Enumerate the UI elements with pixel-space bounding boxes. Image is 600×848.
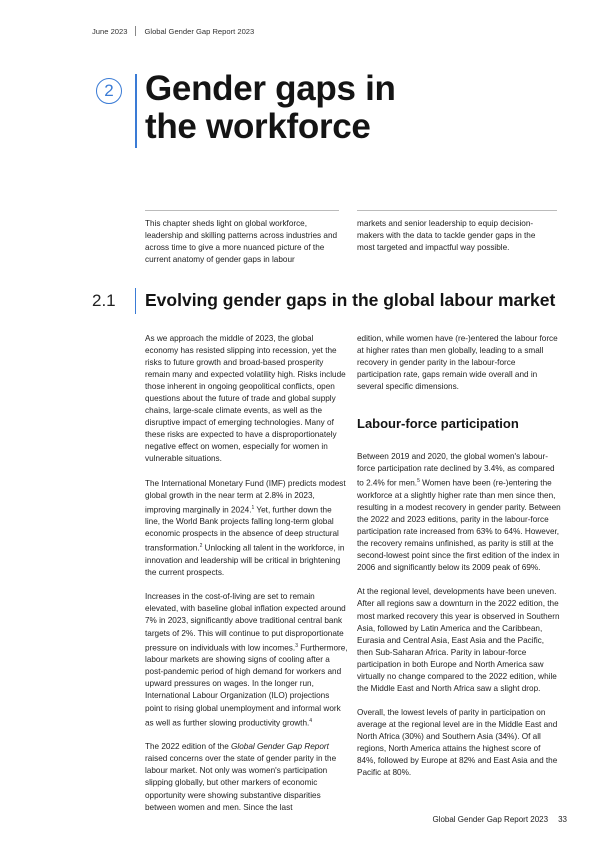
paragraph: The International Monetary Fund (IMF) predicts modest global growth in the near term at 2.8% in 2023, improving marginally in 2024.$^1$ Yet, further down the line, the World Bank projects falling long-term global economic prospects in the absence of deep structural transformation.$^2$ Unlocking all talent in the workforce, in innovation and leadership will be critical in brightening the current prospects.	[145, 478, 346, 578]
paragraph: The 2022 edition of the Global Gender Gap Report raised concerns over the state of gender parity in the labour market. Not only was women's participation slipping globally, but other markers of economic opportunity were showing substantive disparities between women and men. Since the last	[145, 742, 337, 812]
paragraph: As we approach the middle of 2023, the global economy has resisted slipping into recession, yet the risks to future growth and broad-based prosperity remain many and expected volatility high. Risks include those inherent in ongoing geopolitical conflicts, open questions about the future of trade and global supply chains, large-scale climate events, as well as the disruptive impact of emerging technologies. Many of these risks are expected to have a disproportionately negative effect on women, especially for women in vulnerable situations.	[145, 334, 346, 464]
body-column-left	[145, 333, 348, 826]
running-header	[92, 26, 254, 36]
intro-divider-right	[357, 210, 557, 211]
section-number: 2.1	[92, 291, 116, 310]
footnote-ref: 2	[199, 543, 203, 550]
paragraph: Overall, the lowest levels of parity in participation on average at the regional level are in the Middle East and North Africa (30%) and Southern Asia (34%). Of all regions, North America attains the highest score of 84%, followed by Europe at 82% and East Asia and the Pacific at 80%.	[357, 707, 558, 778]
chapter-title-line-1: Gender gaps in	[145, 69, 396, 108]
intro-divider-left	[145, 210, 339, 211]
intro-text-left: This chapter sheds light on global workforce, leadership and skilling patterns across industries and across time to give a more nuanced picture of the current anatomy of gender gaps in labour	[145, 219, 338, 265]
section-title-rule	[135, 288, 136, 314]
footnote-ref: 3	[295, 642, 298, 649]
chapter-number-badge	[96, 78, 122, 104]
page-footer	[432, 815, 567, 824]
body-column-right	[357, 333, 561, 791]
subsection-heading: Labour-force participation	[357, 416, 519, 432]
footer-report-title: Global Gender Gap Report 2023	[432, 815, 549, 824]
section-title: Evolving gender gaps in the global labour market	[145, 290, 556, 310]
chapter-title-line-2: the workforce	[145, 107, 371, 146]
paragraph: At the regional level, developments have been uneven. After all regions saw a downturn in the 2022 edition, the most marked recovery this year is observed in Southern Asia, followed by Latin America and the Caribbean, Eurasia and Central Asia, East Asia and the Pacific, then Sub-Saharan Africa. Parity in labour-force participation in both Europe and North America saw virtually no change compared to the 2022 edition, while the Middle East and North Africa saw a slight drop.	[357, 587, 560, 693]
paragraph: Between 2019 and 2020, the global women's labour-force participation rate declined by 3.4%, as compared to 2.4% for men.$^5$ Women have been (re-)entering the workforce at a slightly higher rate than men since then, resulting in a modest recovery in gender parity. Between the 2022 and 2023 editions, parity in the labour-force participation rate increased from 63% to 64%. However, the recovery remains unfinished, as parity is still at the second-lowest point since the first edition of the index in 2006 and significantly below its 2009 peak of 69%.	[357, 452, 561, 573]
header-report-title: Global Gender Gap Report 2023	[144, 26, 255, 36]
chapter-title-rule	[135, 74, 137, 148]
footnote-ref: 1	[251, 504, 255, 511]
paragraph: edition, while women have (re-)entered the labour force at higher rates than men globally, leading to a small recovery in gender parity in the labour-force participation rate, gaps remain wide overall and in several specific dimensions.	[357, 334, 558, 392]
header-date: June 2023	[92, 26, 128, 36]
header-divider	[135, 26, 136, 36]
footnote-ref: 5	[417, 478, 420, 485]
report-title-italic: Global Gender Gap Report	[231, 742, 329, 752]
intro-text-right: markets and senior leadership to equip decision-makers with the data to tackle gender gaps in the most targeted and impactful way possible.	[357, 219, 536, 253]
footnote-ref: 4	[309, 717, 313, 724]
chapter-title	[145, 70, 396, 146]
chapter-number: 2	[104, 81, 114, 100]
page-number: 33	[558, 815, 567, 824]
paragraph: Increases in the cost-of-living are set to remain elevated, with baseline global inflation expected around 7% in 2023, significantly above traditional central bank targets of 2%. This will continue to put disproportionate pressure on individuals with low incomes.$^3$ Furthermore, labour markets are showing signs of cooling after a post-pandemic period of high demand for workers and upward pressures on wages. In the longer run, International Labour Organization (ILO) projections point to rising global unemployment and informal work as well as further slowing productivity growth.$^4$	[145, 592, 348, 728]
